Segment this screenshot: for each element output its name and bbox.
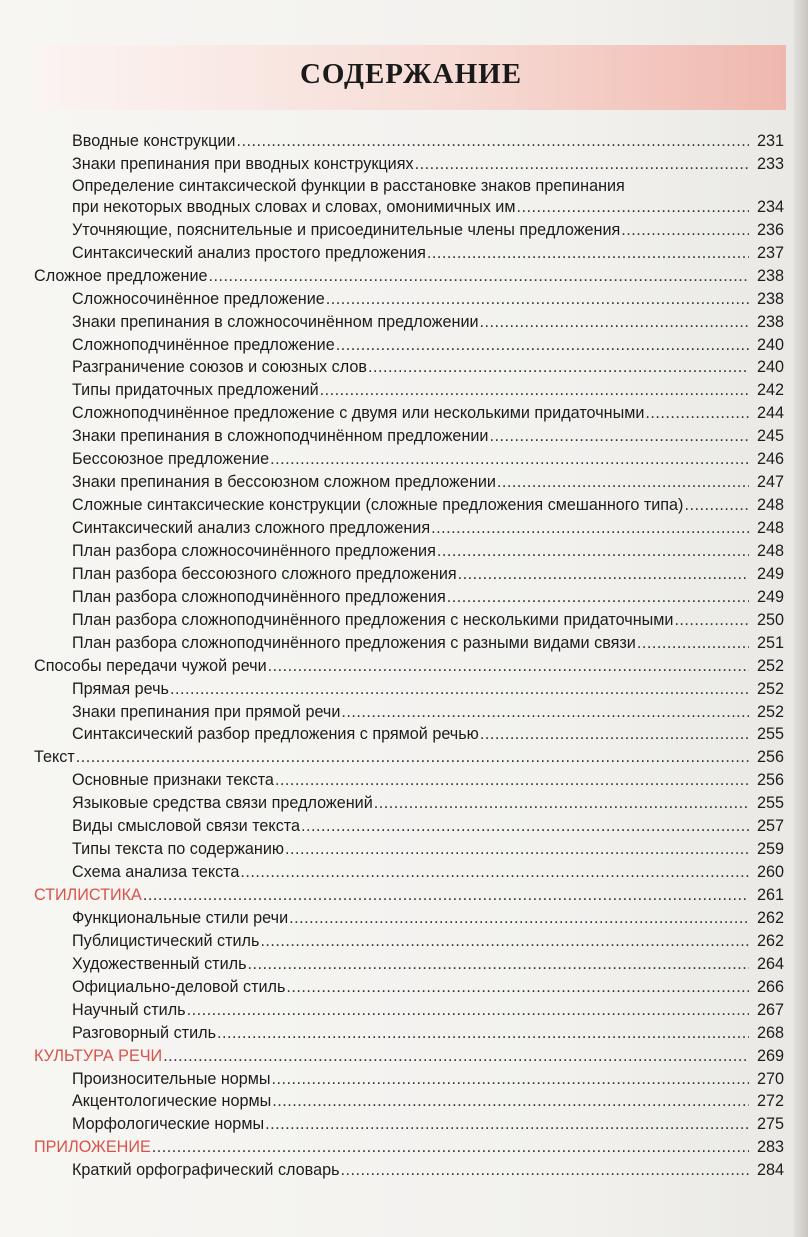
dot-leader bbox=[621, 219, 749, 242]
toc-entry-title: План разбора сложносочинённого предложения bbox=[72, 541, 436, 560]
dot-leader bbox=[437, 540, 749, 563]
toc-entry-row bbox=[0, 838, 808, 861]
toc-entry-row bbox=[0, 402, 808, 425]
toc-entry-row bbox=[0, 1113, 808, 1136]
page-title: СОДЕРЖАНИЕ bbox=[299, 58, 523, 90]
toc-entry-title: Схема анализа текста bbox=[72, 863, 240, 882]
dot-leader bbox=[341, 1159, 749, 1182]
toc-entry-row bbox=[0, 540, 808, 563]
toc-entry-title: при некоторых вводных словах и словах, омонимичных им bbox=[72, 197, 516, 216]
toc-entry-title: Художественный стиль bbox=[72, 954, 247, 973]
dot-leader bbox=[480, 311, 749, 334]
toc-entry-row bbox=[0, 334, 808, 357]
toc-entry-row bbox=[0, 1068, 808, 1091]
toc-page-number: 267 bbox=[756, 1000, 784, 1019]
dot-leader bbox=[447, 586, 749, 609]
toc-entry-row bbox=[0, 953, 808, 976]
toc-entry-row bbox=[0, 907, 808, 930]
toc-page-number: 262 bbox=[756, 908, 784, 927]
dot-leader bbox=[286, 976, 749, 999]
toc-entry-title: Сложные синтаксические конструкции (сложные предложения смешанного типа) bbox=[72, 496, 684, 515]
toc-entry-title: Знаки препинания при вводных конструкциях bbox=[72, 154, 414, 173]
dot-leader bbox=[326, 288, 749, 311]
toc-entry-row bbox=[0, 769, 808, 792]
dot-leader bbox=[480, 723, 749, 746]
toc-page-number: 259 bbox=[756, 840, 784, 859]
toc-page-number: 257 bbox=[756, 817, 784, 836]
toc-entry-title: Синтаксический разбор предложения с прямой речью bbox=[72, 725, 479, 744]
toc-entry-row bbox=[0, 609, 808, 632]
toc-entry-title: СТИЛИСТИКА bbox=[34, 886, 142, 904]
dot-leader bbox=[152, 1136, 749, 1159]
toc-page-number: 255 bbox=[756, 794, 784, 813]
toc-entry-title: Текст bbox=[34, 748, 75, 767]
dot-leader bbox=[270, 448, 749, 471]
toc-entry-row bbox=[0, 861, 808, 884]
toc-page-number: 248 bbox=[756, 519, 784, 537]
toc-entry-title: Морфологические нормы bbox=[72, 1115, 265, 1134]
toc-entry-row bbox=[0, 379, 808, 402]
toc-entry-title: Основные признаки текста bbox=[72, 771, 274, 790]
dot-leader bbox=[427, 242, 749, 265]
toc-page-number: 262 bbox=[756, 931, 784, 950]
toc-entry-title: Сложносочинённое предложение bbox=[72, 289, 325, 308]
toc-page-number: 238 bbox=[756, 312, 784, 331]
dot-leader bbox=[260, 930, 749, 953]
toc-entry-row bbox=[0, 723, 808, 746]
toc-entry-title: КУЛЬТУРА РЕЧИ bbox=[34, 1046, 163, 1065]
toc-page-number: 251 bbox=[756, 633, 784, 652]
dot-leader bbox=[272, 1068, 749, 1091]
toc-section-row bbox=[0, 1045, 808, 1068]
toc-entry-title: Разговорный стиль bbox=[72, 1023, 217, 1042]
toc-section-row bbox=[0, 1136, 808, 1159]
toc-entry-title: Знаки препинания при прямой речи bbox=[72, 702, 341, 721]
toc-entry-title: Виды смысловой связи текста bbox=[72, 817, 301, 836]
toc-entry-row bbox=[0, 1090, 808, 1113]
toc-entry-row bbox=[0, 288, 808, 311]
toc-entry-title: Функциональные стили речи bbox=[72, 908, 289, 927]
toc-page-number: 270 bbox=[756, 1069, 784, 1088]
toc-page-number: 244 bbox=[756, 404, 784, 423]
toc-page-number: 266 bbox=[756, 977, 784, 996]
table-of-contents bbox=[0, 130, 808, 1182]
toc-entry-title: Вводные конструкции bbox=[72, 132, 236, 150]
toc-page-number: 249 bbox=[756, 564, 784, 583]
toc-entry-title: Синтаксический анализ сложного предложения bbox=[72, 519, 431, 537]
toc-page-number: 248 bbox=[756, 541, 784, 560]
toc-page-number: 252 bbox=[756, 702, 784, 721]
toc-page-number: 264 bbox=[756, 954, 784, 973]
toc-entry-title: Бессоюзное предложение bbox=[72, 450, 270, 469]
dot-leader bbox=[516, 196, 749, 219]
toc-entry-title: План разбора сложноподчинённого предложения bbox=[72, 587, 446, 606]
toc-entry-row bbox=[0, 792, 808, 815]
toc-page-number: 240 bbox=[756, 335, 784, 354]
dot-leader bbox=[163, 1045, 749, 1068]
toc-page-number: 275 bbox=[756, 1115, 784, 1134]
dot-leader bbox=[170, 678, 749, 701]
toc-page-number: 237 bbox=[756, 243, 784, 262]
toc-entry-row bbox=[0, 153, 808, 176]
toc-entry-title: Синтаксический анализ простого предложения bbox=[72, 243, 426, 262]
toc-entry-row bbox=[0, 930, 808, 953]
toc-entry-row bbox=[0, 196, 808, 219]
dot-leader bbox=[268, 655, 749, 678]
toc-entry-title: Краткий орфографический словарь bbox=[72, 1161, 340, 1180]
toc-page-number: 272 bbox=[756, 1092, 784, 1111]
dot-leader bbox=[209, 265, 749, 288]
toc-page-number: 240 bbox=[756, 358, 784, 377]
toc-page-number: 268 bbox=[756, 1023, 784, 1042]
toc-entry-row bbox=[0, 1159, 808, 1182]
dot-leader bbox=[187, 999, 749, 1022]
dot-leader bbox=[489, 425, 749, 448]
toc-entry-title: Знаки препинания в сложносочинённом предложении bbox=[72, 312, 479, 331]
toc-chapter-row bbox=[0, 746, 808, 769]
toc-page-number: 231 bbox=[756, 132, 784, 150]
toc-entry-row bbox=[0, 311, 808, 334]
toc-entry-title: Определение синтаксической функции в расстановке знаков препинания bbox=[72, 176, 625, 195]
toc-entry-title: Типы текста по содержанию bbox=[72, 840, 285, 859]
dot-leader bbox=[217, 1022, 749, 1045]
dot-leader bbox=[645, 402, 749, 425]
toc-entry-row bbox=[0, 517, 808, 540]
dot-leader bbox=[240, 861, 749, 884]
toc-entry-row bbox=[0, 130, 808, 153]
toc-entry-row bbox=[0, 678, 808, 701]
toc-page-number: 236 bbox=[756, 220, 784, 239]
dot-leader bbox=[415, 153, 749, 176]
toc-page-number: 250 bbox=[756, 610, 784, 629]
dot-leader bbox=[301, 815, 749, 838]
toc-page-number: 246 bbox=[756, 450, 784, 469]
toc-page-number: 248 bbox=[756, 496, 784, 515]
dot-leader bbox=[265, 1113, 749, 1136]
toc-entry-title: Публицистический стиль bbox=[72, 931, 260, 950]
toc-entry-title: Сложноподчинённое предложение bbox=[72, 335, 335, 354]
toc-entry-row bbox=[0, 494, 808, 517]
dot-leader bbox=[637, 632, 749, 655]
toc-page-number: 252 bbox=[756, 656, 784, 675]
toc-chapter-row bbox=[0, 655, 808, 678]
toc-entry-title: Научный стиль bbox=[72, 1000, 186, 1019]
toc-entry-row bbox=[0, 999, 808, 1022]
toc-page-number: 261 bbox=[756, 886, 784, 904]
dot-leader bbox=[275, 769, 749, 792]
toc-chapter-row bbox=[0, 265, 808, 288]
toc-entry-title: Сложное предложение bbox=[34, 266, 208, 285]
toc-page-number: 238 bbox=[756, 289, 784, 308]
dot-leader bbox=[320, 379, 749, 402]
dot-leader bbox=[248, 953, 749, 976]
toc-entry-title: План разбора бессоюзного сложного предложения bbox=[72, 564, 457, 583]
toc-entry-title: Типы придаточных предложений bbox=[72, 381, 319, 400]
toc-entry-title: План разбора сложноподчинённого предложения с несколькими придаточными bbox=[72, 610, 674, 629]
toc-entry-title: План разбора сложноподчинённого предложения с разными видами связи bbox=[72, 633, 636, 652]
toc-entry-row bbox=[0, 448, 808, 471]
toc-entry-row bbox=[0, 219, 808, 242]
dot-leader bbox=[368, 356, 749, 379]
dot-leader bbox=[272, 1090, 749, 1113]
toc-page-number: 260 bbox=[756, 863, 784, 882]
toc-page-number: 233 bbox=[756, 154, 784, 173]
toc-entry-title: ПРИЛОЖЕНИЕ bbox=[34, 1138, 151, 1157]
dot-leader bbox=[289, 907, 749, 930]
toc-entry-title: Прямая речь bbox=[72, 679, 169, 698]
toc-page-number: 256 bbox=[756, 748, 784, 767]
toc-page-number: 256 bbox=[756, 771, 784, 790]
toc-entry-title: Акцентологические нормы bbox=[72, 1092, 272, 1111]
dot-leader bbox=[684, 494, 749, 517]
toc-entry-row bbox=[0, 815, 808, 838]
toc-entry-row bbox=[0, 356, 808, 379]
toc-page-number: 245 bbox=[756, 427, 784, 446]
toc-entry-row bbox=[0, 586, 808, 609]
toc-entry-row bbox=[0, 976, 808, 999]
toc-page-number: 269 bbox=[756, 1046, 784, 1065]
dot-leader bbox=[285, 838, 749, 861]
toc-entry-title: Официально-деловой стиль bbox=[72, 977, 286, 996]
toc-entry-row bbox=[0, 471, 808, 494]
toc-page-number: 283 bbox=[756, 1138, 784, 1157]
toc-page-number: 238 bbox=[756, 266, 784, 285]
toc-entry-title: Способы передачи чужой речи bbox=[34, 656, 267, 675]
toc-page-number: 242 bbox=[756, 381, 784, 400]
dot-leader bbox=[458, 563, 749, 586]
dot-leader bbox=[674, 609, 749, 632]
toc-entry-row bbox=[0, 242, 808, 265]
toc-entry-row bbox=[0, 563, 808, 586]
toc-page-number: 252 bbox=[756, 679, 784, 698]
dot-leader bbox=[497, 471, 749, 494]
toc-entry-row bbox=[0, 1022, 808, 1045]
dot-leader bbox=[76, 746, 749, 769]
toc-entry-title: Знаки препинания в сложноподчинённом предложении bbox=[72, 427, 489, 446]
toc-page-number: 247 bbox=[756, 473, 784, 492]
toc-entry-row bbox=[0, 632, 808, 655]
toc-entry-title: Знаки препинания в бессоюзном сложном предложении bbox=[72, 473, 496, 492]
dot-leader bbox=[341, 701, 749, 724]
toc-page-number: 234 bbox=[756, 197, 784, 216]
toc-entry-row bbox=[0, 701, 808, 724]
dot-leader bbox=[431, 517, 749, 540]
toc-page-number: 255 bbox=[756, 725, 784, 744]
toc-entry-row bbox=[0, 425, 808, 448]
toc-entry-title: Языковые средства связи предложений bbox=[72, 794, 373, 813]
toc-entry-title: Сложноподчинённое предложение с двумя или несколькими придаточными bbox=[72, 404, 645, 423]
toc-entry-title: Произносительные нормы bbox=[72, 1069, 271, 1088]
toc-page-number: 284 bbox=[756, 1161, 784, 1180]
toc-section-row bbox=[0, 884, 808, 907]
toc-page-number: 249 bbox=[756, 587, 784, 606]
toc-entry-title: Разграничение союзов и союзных слов bbox=[72, 358, 367, 377]
dot-leader bbox=[336, 334, 749, 357]
dot-leader bbox=[236, 130, 749, 153]
dot-leader bbox=[374, 792, 749, 815]
toc-entry-row bbox=[0, 176, 808, 196]
toc-entry-title: Уточняющие, пояснительные и присоединительные члены предложения bbox=[72, 220, 621, 239]
dot-leader bbox=[143, 884, 749, 907]
